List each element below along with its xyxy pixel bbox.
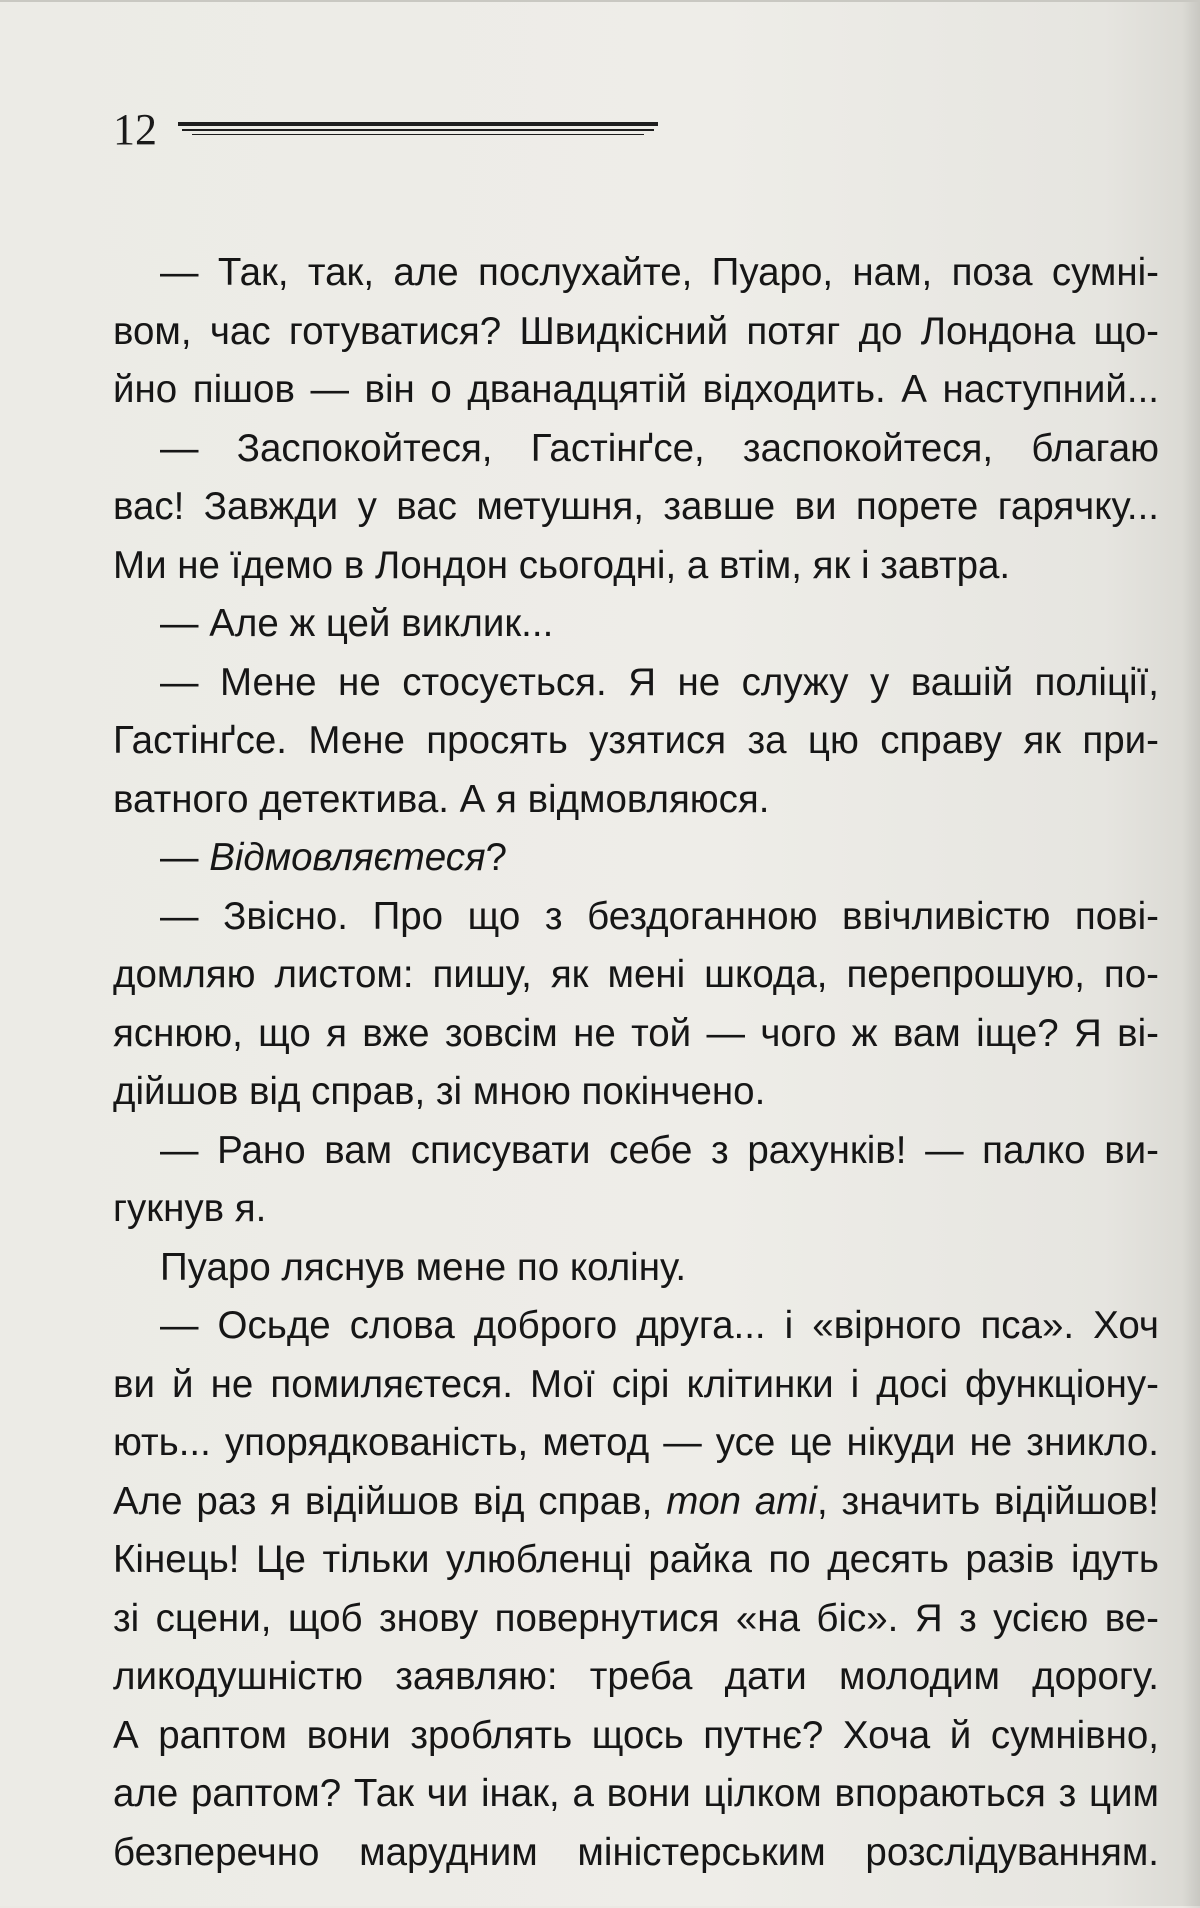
page-edge-shadow xyxy=(1182,2,1200,1908)
page-number: 12 xyxy=(113,105,157,154)
text-line: ви й не помиляєтеся. Мої сірі клітинки і досі функціону- xyxy=(113,1362,1159,1406)
italic-word: Відмовляєтеся xyxy=(209,836,486,879)
text-line: Пуаро ляснув мене по коліну. xyxy=(160,1245,687,1289)
text-line: безперечно марудним міністерським розслідуванням. xyxy=(113,1830,1159,1874)
text-line: Гастінґсе. Мене просять узятися за цю справу як при- xyxy=(113,719,1159,762)
text-line: ють... упорядкованість, метод — усе це нікуди не зникло. xyxy=(113,1421,1159,1464)
text-line: дійшов від справ, зі мною покінчено. xyxy=(113,1070,766,1113)
text-line-emphasis xyxy=(113,1473,1159,1532)
text-line: домляю листом: пишу, як мені шкода, перепрошую, по- xyxy=(113,953,1159,996)
page-header xyxy=(113,100,658,160)
text-line: вас! Завжди у вас метушня, завше ви порете гарячку... xyxy=(113,485,1159,528)
line-tail: , значить відійшов! xyxy=(816,1479,1159,1523)
text-line: йно пішов — він о дванадцятій відходить. А наступний... xyxy=(113,368,1159,411)
italic-phrase: mon ami xyxy=(666,1479,817,1523)
text-line: ватного детектива. А я відмовляюся. xyxy=(113,777,770,821)
text-line: — Звісно. Про що з бездоганною ввічливістю пові- xyxy=(160,894,1159,938)
line-start: Але раз я відійшов від справ, xyxy=(113,1479,667,1523)
text-line: — Так, так, але послухайте, Пуаро, нам, поза сумні- xyxy=(160,251,1159,294)
text-line: зі сцени, щоб знову повернутися «на біс». Я з усією ве- xyxy=(113,1596,1159,1640)
text-line: — Але ж цей виклик... xyxy=(160,602,554,645)
text-line: — Осьде слова доброго друга... і «вірного пса». Хоч xyxy=(160,1304,1159,1347)
text-line: яснюю, що я вже зовсім не той — чого ж вам іще? Я ві- xyxy=(113,1011,1159,1055)
text-line: Ми не їдемо в Лондон сьогодні, а втім, як і завтра. xyxy=(113,543,1011,587)
text-line-emphasis xyxy=(113,829,1159,888)
body-text xyxy=(113,244,1159,1882)
text-line: — Мене не стосується. Я не служу у вашій поліції, xyxy=(160,660,1159,704)
text-line: А раптом вони зроблять щось путнє? Хоча й сумнівно, xyxy=(113,1713,1159,1757)
text-line: — Рано вам списувати себе з рахунків! — палко ви- xyxy=(160,1128,1159,1172)
text-line: — Заспокойтеся, Гастінґсе, заспокойтеся, благаю xyxy=(160,426,1159,470)
text-line: ликодушністю заявляю: треба дати молодим дорогу. xyxy=(113,1655,1159,1698)
dash-prefix: — xyxy=(160,836,210,879)
text-line: гукнув я. xyxy=(113,1187,267,1230)
text-line: вом, час готуватися? Швидкісний потяг до Лондона що- xyxy=(113,309,1159,353)
text-line: Кінець! Це тільки улюбленці райка по десять разів ідуть xyxy=(113,1538,1159,1581)
text-line: але раптом? Так чи інак, а вони цілком впораються з цим xyxy=(113,1772,1159,1815)
header-rule xyxy=(178,122,658,140)
question-mark: ? xyxy=(485,836,507,879)
